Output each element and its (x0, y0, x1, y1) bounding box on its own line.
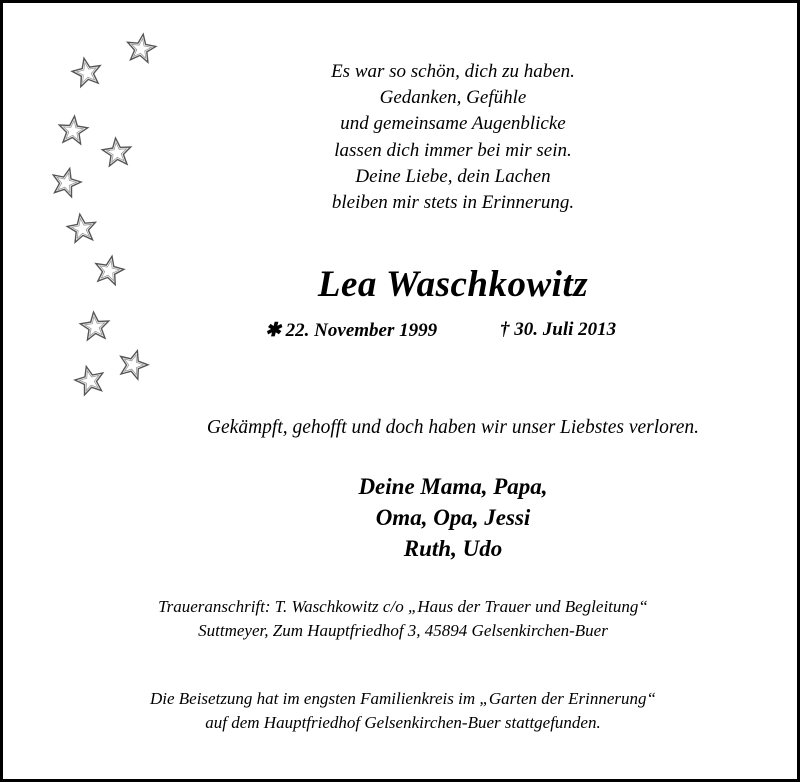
death-date: † 30. Juli 2013 (500, 319, 617, 340)
star-outline-icon (72, 58, 100, 86)
star-outline-icon (102, 138, 130, 166)
poem-line: bleiben mir stets in Erinnerung. (331, 192, 575, 214)
poem-line: und gemeinsame Augenblicke (340, 113, 566, 135)
poem-line: Gedanken, Gefühle (379, 87, 527, 109)
star-outline-icon (80, 312, 108, 340)
family-line: Ruth, Udo (403, 536, 503, 561)
notice-line: auf dem Hauptfriedhof Gelsenkirchen-Buer stattgefunden. (205, 712, 601, 732)
poem-line: Deine Liebe, dein Lachen (355, 165, 551, 187)
star-outline-icon (96, 256, 124, 284)
burial-notice (53, 687, 753, 734)
star-outline-icon (121, 351, 148, 380)
address-line: Traueranschrift: T. Waschkowitz c/o „Haus der Trauer und Begleitung“ (158, 597, 648, 616)
family-line: Deine Mama, Papa, (358, 474, 548, 499)
star-outline-icon (75, 367, 103, 395)
quote: Gekämpft, gehofft und doch haben wir unser Liebstes verloren. (206, 417, 700, 438)
notice-line: Die Beisetzung hat im engsten Familienkreis im „Garten der Erinnerung“ (149, 689, 656, 708)
poem-line: Es war so schön, dich zu haben. (331, 61, 575, 82)
family-signature (253, 471, 653, 564)
star-outline-icon (53, 169, 81, 197)
address-line: Suttmeyer, Zum Hauptfriedhof 3, 45894 Gelsenkirchen-Buer (198, 620, 608, 640)
star-outline-icon (128, 34, 156, 62)
stars-svg (3, 3, 203, 423)
poem-line: lassen dich immer bei mir sein. (334, 139, 572, 161)
star-decoration (3, 3, 203, 423)
poem (253, 59, 653, 216)
condolence-address (53, 595, 753, 642)
deceased-name: Lea Waschkowitz (317, 264, 589, 305)
birth-date: ✱ 22. November 1999 (265, 320, 438, 341)
star-outline-icon (67, 214, 95, 242)
family-line: Oma, Opa, Jessi (375, 505, 531, 530)
star-outline-icon (59, 116, 87, 144)
